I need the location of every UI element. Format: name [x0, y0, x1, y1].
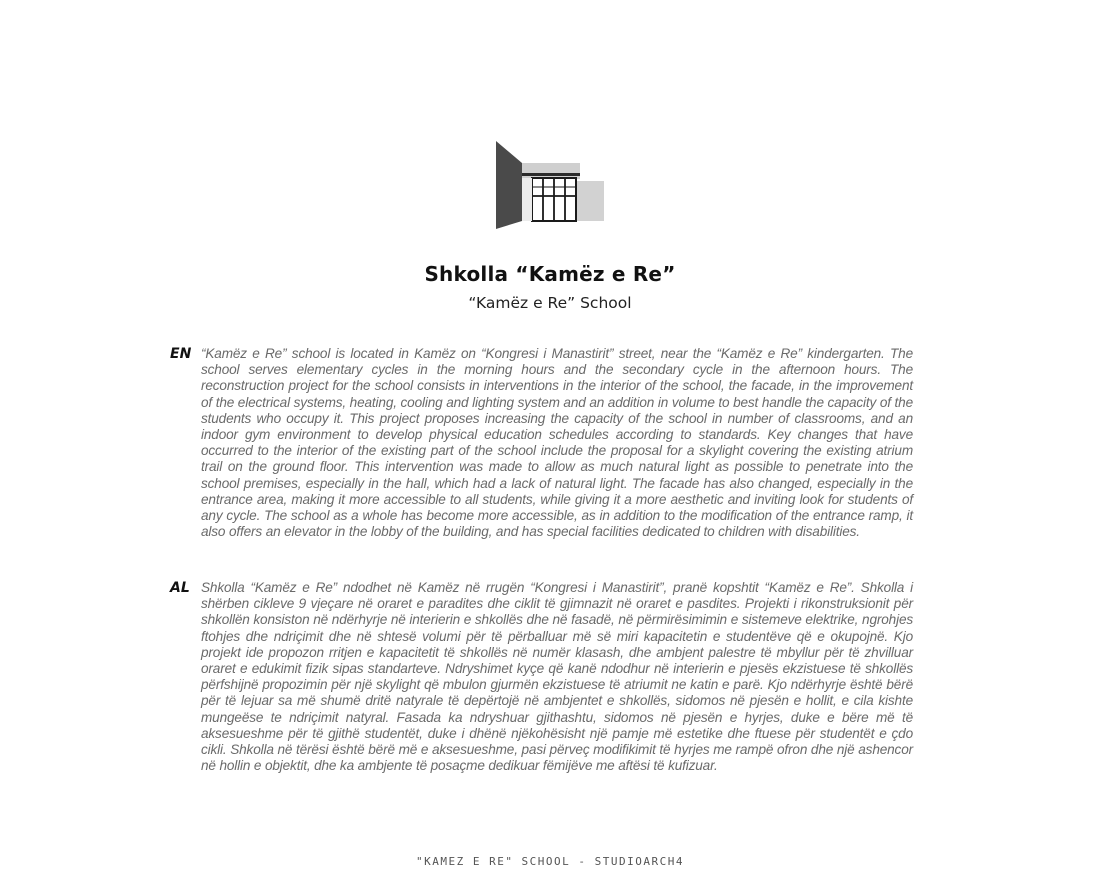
- section-albanian: [170, 580, 915, 774]
- page-footer: "KAMEZ E RE" SCHOOL - STUDIOARCH4: [415, 855, 685, 868]
- roof-band-shape: [522, 163, 580, 179]
- page-subtitle: “Kamëz e Re” School: [468, 294, 632, 312]
- description-albanian: Shkolla “Kamëz e Re” ndodhet në Kamëz në rrugën “Kongresi i Manastirit”, pranë kopshtit “Kamëz e Re”. Shkolla i shërben cikleve 9 vjeçare në oraret e paradites dhe ciklit të gjimnazit në oraret e pasdites. Projekti i rikonstruksionit për shkollën konsiston në ndërhyrje në interierin e shkollës dhe në fasadë, në përmirësimimin e sistemeve elektrike, ngrohjes ftohjes dhe ndriçimit dhe në shtesë volumi për të përballuar më së miri kapacitetin e studentëve që e okupojnë. Kjo projekt ide propozon rritjen e kapacitetit të shkollës në numër klasash, dhe ambjent palestre të mbyllur për të zhvilluar oraret e edukimit fizik sipas standarteve. Ndryshimet kyçe që kanë ndodhur në interierin e pjesës ekzistuese të shkollës përfshijnë propozimin për një skylight që mbulon gjurmën ekzistuese të atriumit ne katin e parë. Kjo ndërhyrje është bërë për të lejuar sa më shumë dritë natyrale të depërtojë në ambjentet e shkollës, sidomos në pjesën e hollit, e cila kishte mungeëse te ndriçimit natyral. Fasada ka ndryshuar gjithashtu, sidomos në pjesën e hyrjes, duke e bëre më të aksesueshme për të gjithë studentët, duke i dhënë njëkohësisht një pamje më estetike dhe ftuese për studentët e çdo cikli. Shkolla në tërësi është bërë më e aksesueshme, pasi përveç modifikimit të hyrjes me rampë ofron dhe një ashencor në hollin e objektit, dhe ka ambjente të posaçme dedikuar fëmijëve me aftësi të kufizuar.: [201, 580, 913, 774]
- language-label-en: EN: [170, 346, 192, 362]
- description-english: “Kamëz e Re” school is located in Kamëz on “Kongresi i Manastirit” street, near the “Kamëz e Re” kindergarten. The school serves elementary cycles in the morning hours and the secondary cycle in the afternoon hours. The reconstruction project for the school consists in interventions in the interior of the school, the facade, in the improvement of the electrical systems, heating, cooling and lighting system and an addition in volume to best handle the capacity of the students who occupy it. This project proposes increasing the capacity of the school in number of classrooms, and an indoor gym environment to develop physical education schedules according to standards. Key changes that have occurred to the interior of the existing part of the school include the proposal for a skylight covering the existing atrium trail on the ground floor. This intervention was made to allow as much natural light as possible to penetrate into the school premises, especially in the hall, which had a lack of natural light. The facade has also changed, especially in the entrance area, making it more accessible to all students, while giving it a more aesthetic and inviting look for students of any cycle. The school as a whole has become more accessible, as in addition to the modification of the entrance ramp, it also offers an elevator in the lobby of the building, and has special facilities dedicated to children with disabilities.: [201, 346, 913, 540]
- side-wing-shape: [576, 181, 604, 221]
- school-building-icon: [496, 141, 604, 229]
- section-english: [170, 346, 915, 540]
- slanted-wall-shape: [496, 141, 522, 229]
- roof-line-shape: [522, 173, 580, 176]
- page-title: Shkolla “Kamëz e Re”: [424, 262, 676, 286]
- entrance-panel-shape: [522, 178, 532, 221]
- language-label-al: AL: [170, 580, 190, 596]
